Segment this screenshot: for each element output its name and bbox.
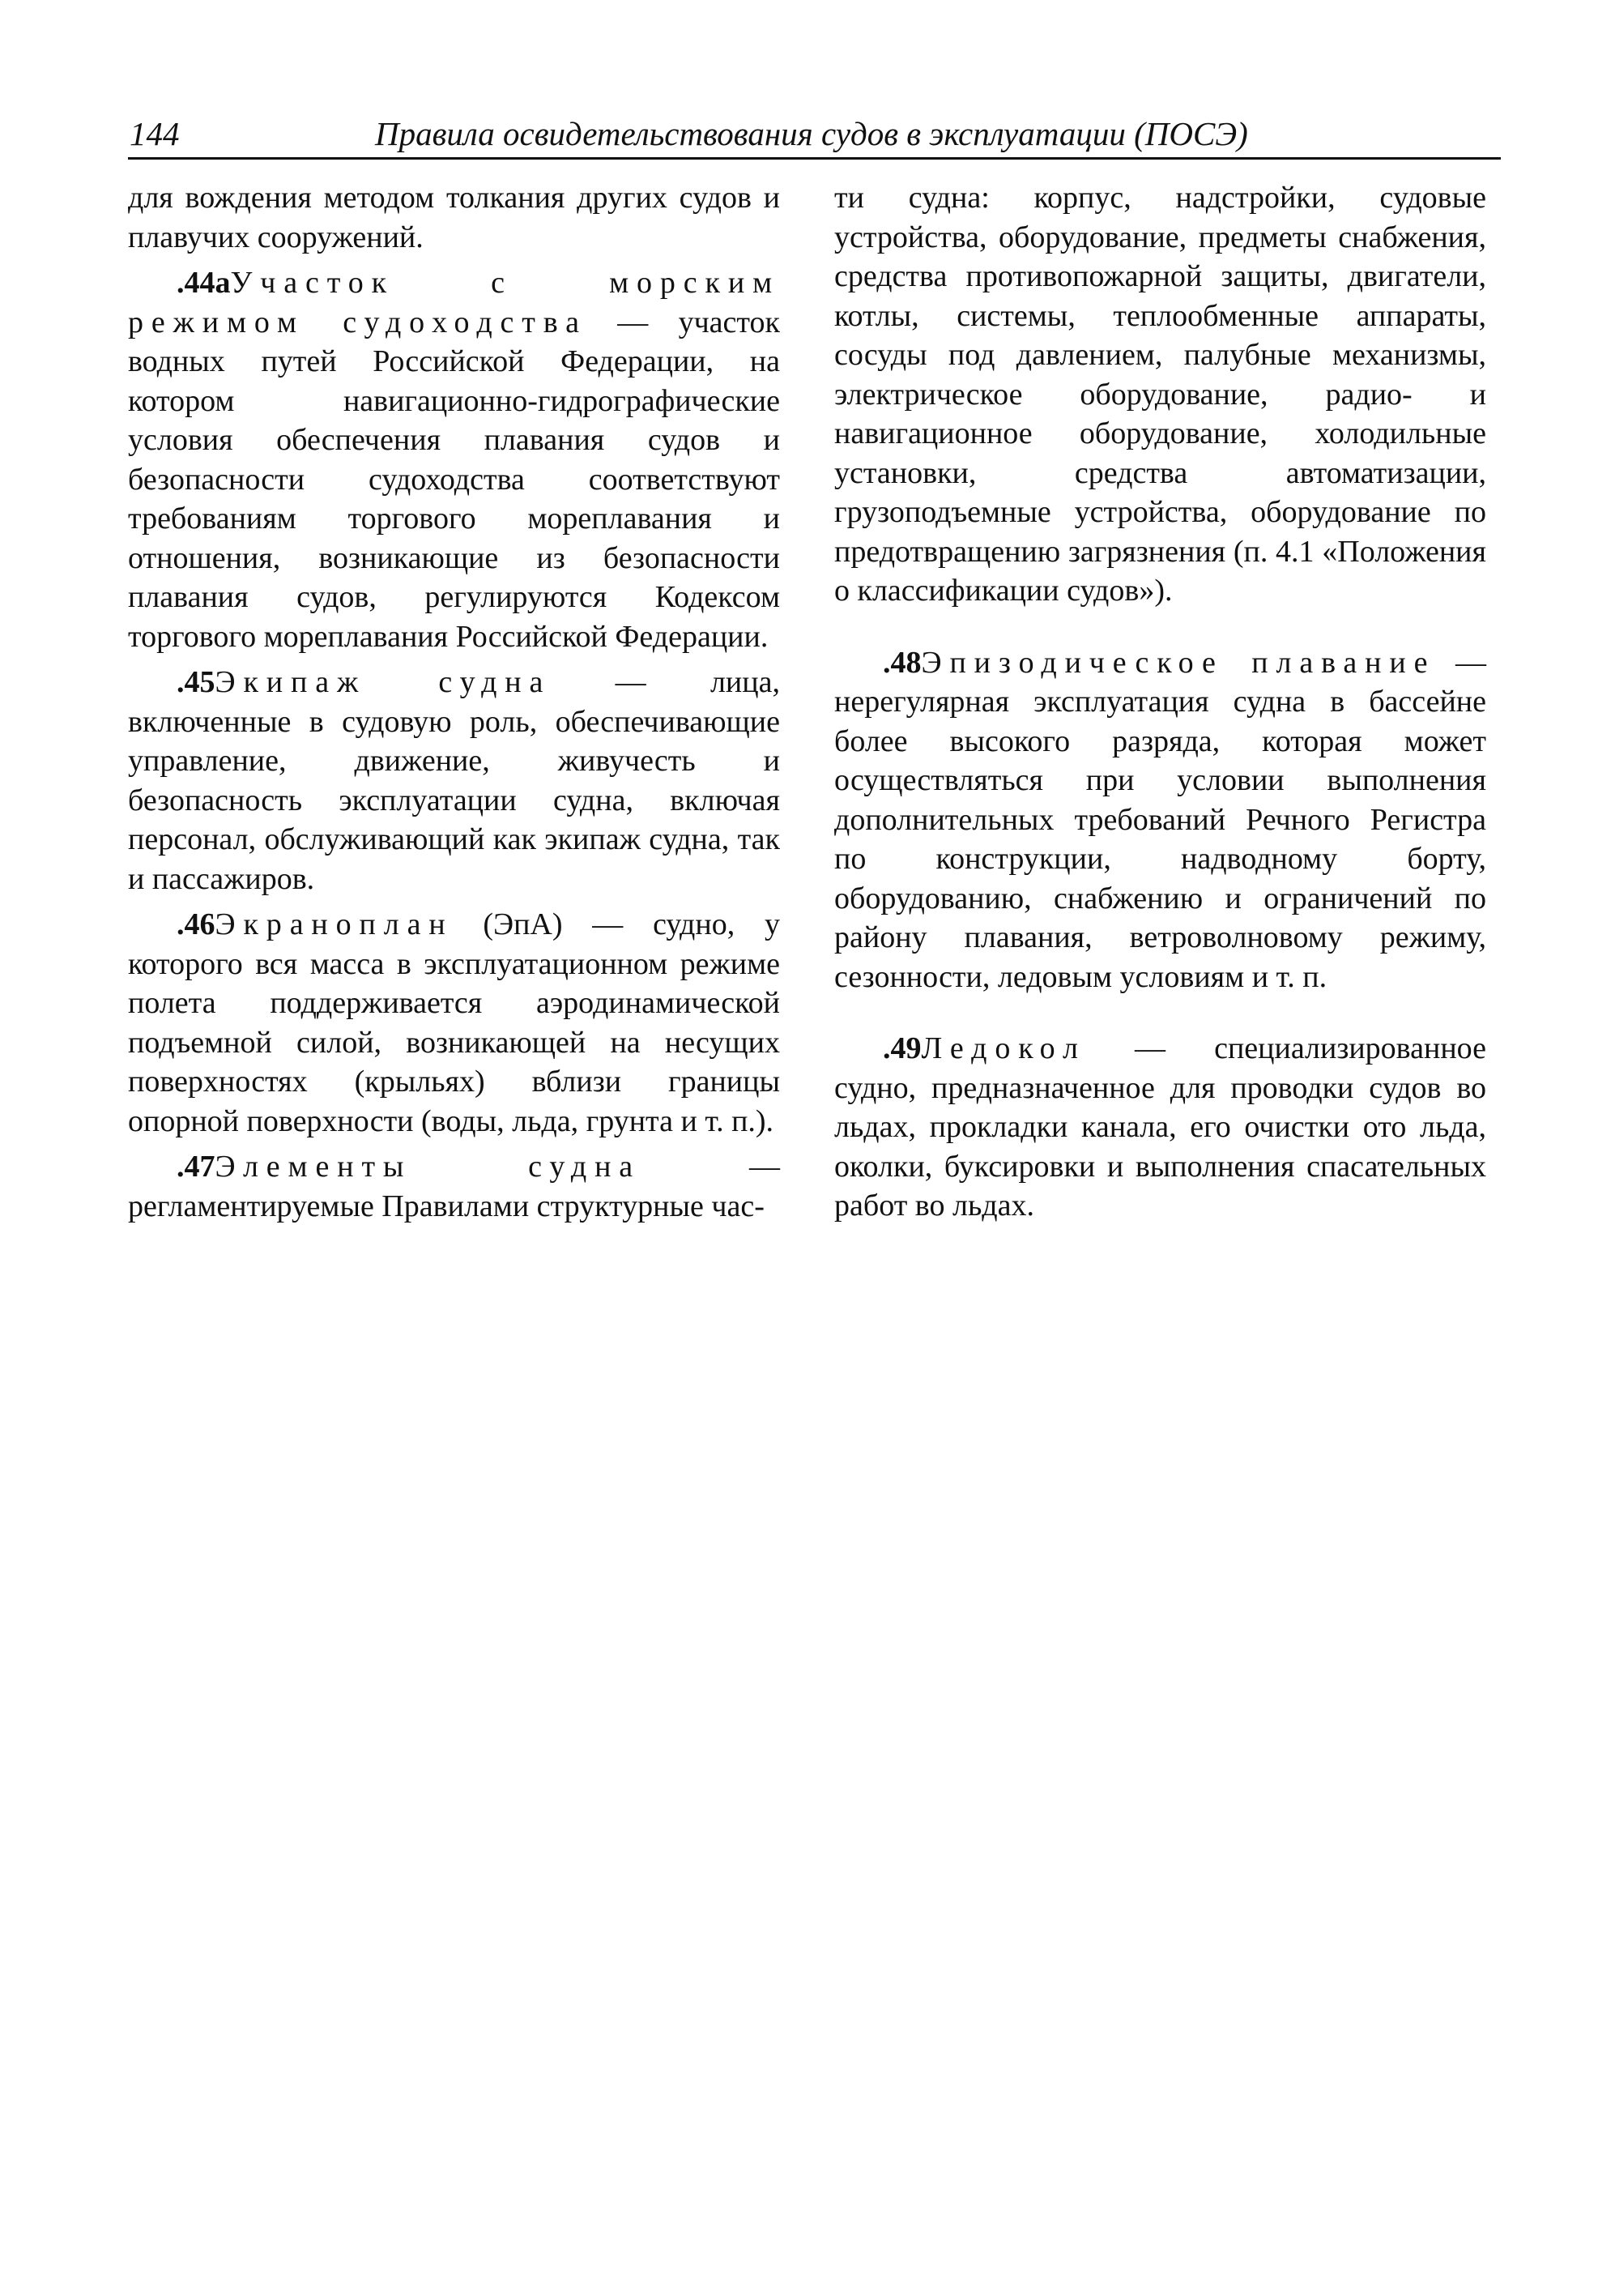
left-column — [128, 178, 780, 1226]
right-column — [834, 178, 1486, 1226]
clause-number: .49 — [883, 1031, 922, 1065]
paragraph-continuation — [834, 178, 1486, 611]
definition-48 — [834, 643, 1486, 997]
page-number: 144 — [130, 115, 180, 152]
definition-44a — [128, 263, 780, 656]
definition-47 — [128, 1147, 780, 1226]
clause-number: .47 — [177, 1150, 215, 1184]
definition-45 — [128, 663, 780, 898]
clause-number: .48 — [883, 645, 922, 680]
defined-term: Ледокол — [921, 1031, 1086, 1065]
defined-term: Эпизодическое плавание — [921, 645, 1436, 680]
clause-number: .46 — [177, 907, 215, 941]
definition-text: — лица, включенные в судовую роль, обеспечивающие управление, движение, живучесть и безопасность эксплуатации судна, включая персонал, обслуживающий как экипаж судна, так и пассажиров. — [128, 665, 780, 896]
definition-text: — участок водных путей Российской Федерации, на котором навигационно-гидрографические условия обеспечения плавания судов и безопасности судоходства соответствуют требованиям торгового мореплавания и отношения, возникающие из безопасности плавания судов, регулируются Кодексом торгового мореплавания Российской Федерации. — [128, 305, 780, 654]
definition-text: — регламентируемые Правилами структурные час- — [128, 1150, 780, 1223]
defined-term: Экраноплан — [215, 907, 454, 941]
paragraph-text: ти судна: корпус, надстройки, судовые устройства, оборудование, предметы снабжения, средства противопожарной защиты, двигатели, котлы, системы, теплообменные аппараты, сосуды под давлением, палубные механизмы, электрическое оборудование, радио- и навигационное оборудование, холодильные установки, средства автоматизации, грузоподъемные устройства, оборудование по предотвращению загрязнения (п. 4.1 «Положения о классификации судов»). — [834, 181, 1486, 608]
paragraph-continuation — [128, 178, 780, 257]
clause-number: .45 — [177, 665, 215, 699]
definition-text: — нерегулярная эксплуатация судна в бассейне более высокого разряда, которая может осуществляться при условии выполнения дополнительных требований Речного Регистра по конструкции, надводному борту, оборудованию, снабжению и ограничений по району плавания, ветроволновому режиму, сезонности, ледовым условиям и т. п. — [834, 645, 1486, 994]
definition-46 — [128, 905, 780, 1141]
defined-term: Экипаж судна — [215, 665, 552, 699]
running-title: Правила освидетельствования судов в эксплуатации (ПОСЭ) — [375, 115, 1248, 152]
definition-text: (ЭпА) — судно, у которого вся масса в эксплуатационном режиме полета поддерживается аэродинамической подъемной силой, возникающей на несущих поверхностях (крыльях) вблизи границы опорной поверхности (воды, льда, грунта и т. п.). — [128, 907, 780, 1138]
definition-text: — специализированное судно, предназначенное для проводки судов во льдах, прокладки канала, его очистки ото льда, околки, буксировки и выполнения спасательных работ во льдах. — [834, 1031, 1486, 1223]
paragraph-text: для вождения методом толкания других судов и плавучих сооружений. — [128, 181, 780, 254]
defined-term: Участок с морским режимом судоходства — [128, 266, 780, 339]
defined-term: Элементы судна — [215, 1150, 641, 1184]
definition-49 — [834, 1029, 1486, 1226]
clause-number: .44а — [177, 266, 231, 300]
page-header — [128, 110, 1501, 160]
